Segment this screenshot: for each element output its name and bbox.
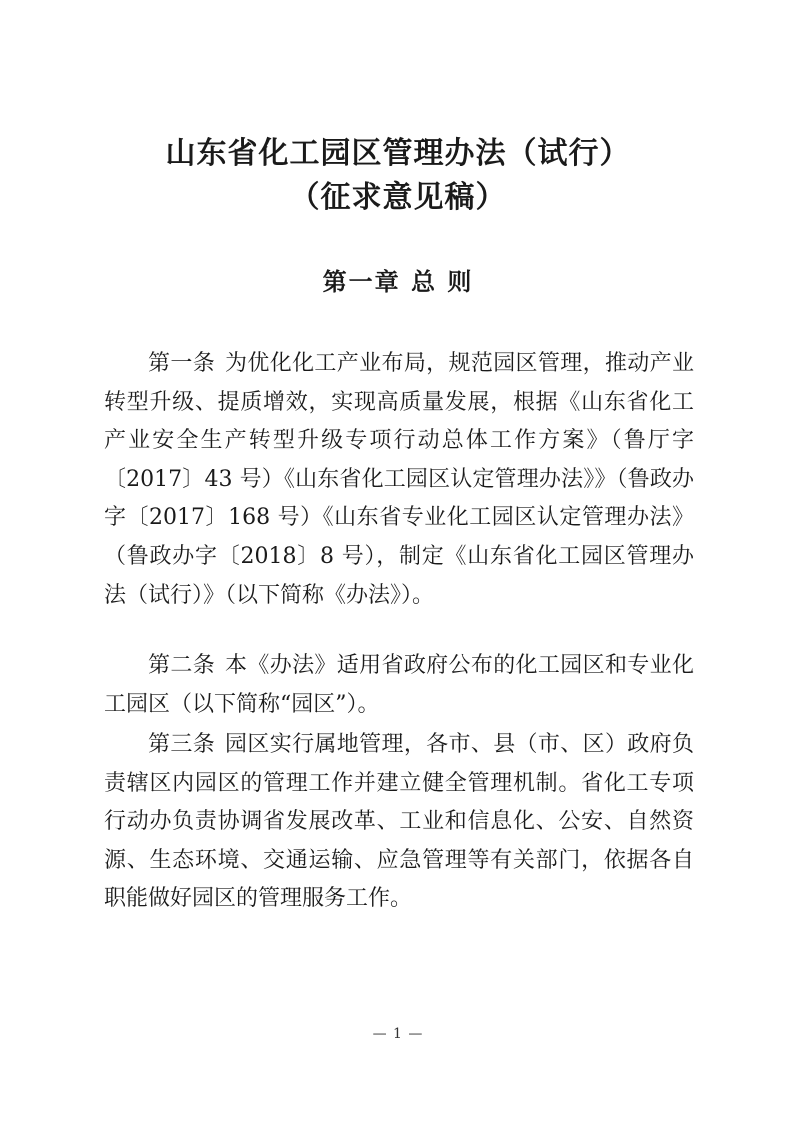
document-title: 山东省化工园区管理办法（试行） [165,136,631,171]
article-1 [104,345,694,615]
chapter-heading: 第一章 总 则 [322,267,474,296]
article-label: 第一条 [148,351,216,376]
article-2 [104,647,694,724]
article-label: 第三条 [148,732,216,757]
document-subtitle: （征求意见稿） [289,180,507,215]
article-label: 第二条 [148,653,216,678]
article-text: 为优化化工产业布局，规范园区管理，推动产业转型升级、提质增效，实现高质量发展，根据《山东省化工产业安全生产转型升级专项行动总体工作方案》（鲁厅字〔2017〕43 号）《山东省化工园区认定管理办法》》（鲁政办字〔2017〕168 号）《山东省专业化工园区认定管理办法》（鲁政办字〔2018〕8 号），制定《山东省化工园区管理办法（试行）》（以下简称《办法》）。 [104,351,694,608]
article-text: 本《办法》适用省政府公布的化工园区和专业化工园区（以下简称“园区”）。 [104,653,694,717]
article-text: 园区实行属地管理，各市、县（市、区）政府负责辖区内园区的管理工作并建立健全管理机制。省化工专项行动办负责协调省发展改革、工业和信息化、公安、自然资源、生态环境、交通运输、应急管理等有关部门，依据各自职能做好园区的管理服务工作。 [104,732,694,912]
article-3 [104,726,694,919]
page-number: — 1 — [372,1026,424,1042]
